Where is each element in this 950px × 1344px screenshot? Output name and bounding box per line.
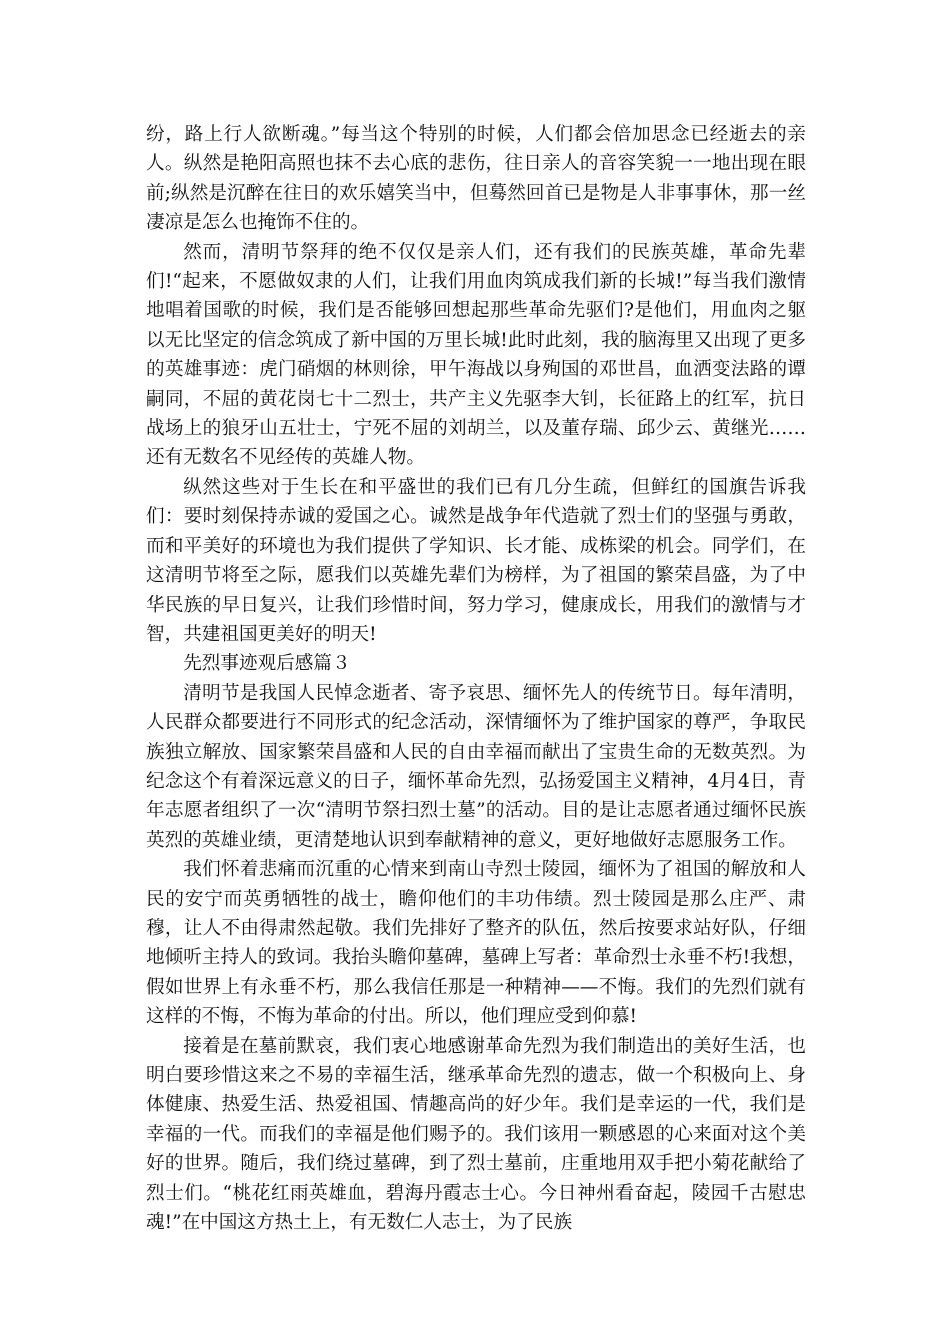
paragraph-continuation: 纷，路上行人欲断魂。”每当这个特别的时候，人们都会倍加思念已经逝去的亲人。纵然是艳阳高照也抹不去心底的悲伤，往日亲人的音容笑貌一一地出现在眼前;纵然是沉醉在往日的欢乐嬉笑当中，但蓦然回首已是物是人非事事休，那一丝凄凉是怎么也掩饰不住的。: [146, 124, 806, 234]
document-page: [146, 120, 806, 1237]
paragraph-patriotism: 纵然这些对于生长在和平盛世的我们已有几分生疏，但鲜红的国旗告诉我们：要时刻保持赤诚的爱国之心。诚然是战争年代造就了烈士们的坚强与勇敢，而和平美好的环境也为我们提供了学知识、长才能、成栋梁的机会。同学们，在这清明节将至之际，愿我们以英雄先辈们为榜样，为了祖国的繁荣昌盛，为了中华民族的早日复兴，让我们珍惜时间，努力学习，健康成长，用我们的激情与才智，共建祖国更美好的明天!: [146, 476, 806, 645]
paragraph-qingming-activity: 清明节是我国人民悼念逝者、寄予哀思、缅怀先人的传统节日。每年清明，人民群众都要进行不同形式的纪念活动，深情缅怀为了维护国家的尊严，争取民族独立解放、国家繁荣昌盛和人民的自由幸福而献出了宝贵生命的无数英烈。为纪念这个有着深远意义的日子，缅怀革命先烈，弘扬爱国主义精神，4月4日，青年志愿者组织了一次“清明节祭扫烈士墓”的活动。目的是让志愿者通过缅怀民族英烈的英雄业绩，更清楚地认识到奉献精神的意义，更好地做好志愿服务工作。: [146, 682, 806, 851]
paragraph-silent-tribute: 接着是在墓前默哀，我们衷心地感谢革命先烈为我们制造出的美好生活，也明白要珍惜这来之不易的幸福生活，继承革命先烈的遗志，做一个积极向上、身体健康、热爱生活、热爱祖国、情趣高尚的好少年。我们是幸运的一代，我们是幸福的一代。而我们的幸福是他们赐予的。我们该用一颗感恩的心来面对这个美好的世界。随后，我们绕过墓碑，到了烈士墓前，庄重地用双手把小菊花献给了烈士们。“桃花红雨英雄血，碧海丹霞志士心。今日神州看奋起，陵园千古慰忠魂!”在中国这方热土上，有无数仁人志士，为了民族: [146, 1035, 806, 1234]
section-heading: 先烈事迹观后感篇３: [183, 653, 351, 675]
paragraph-national-heroes: 然而，清明节祭拜的绝不仅仅是亲人们，还有我们的民族英雄，革命先辈们!“起来，不愿做奴隶的人们，让我们用血肉筑成我们新的长城!”每当我们激情地唱着国歌的时候，我们是否能够回想起那些革命先驱们?是他们，用血肉之躯以无比坚定的信念筑成了新中国的万里长城!此时此刻，我的脑海里又出现了更多的英雄事迹：虎门硝烟的林则徐，甲午海战以身殉国的邓世昌，血洒变法路的谭嗣同，不屈的黄花岗七十二烈士，共产主义先驱李大钊，长征路上的红军，抗日战场上的狼牙山五壮士，宁死不屈的刘胡兰，以及董存瑞、邱少云、黄继光……还有无数名不见经传的英雄人物。: [146, 241, 806, 469]
paragraph-cemetery-visit: 我们怀着悲痛而沉重的心情来到南山寺烈士陵园，缅怀为了祖国的解放和人民的安宁而英勇牺牲的战士，瞻仰他们的丰功伟绩。烈士陵园是那么庄严、肃穆，让人不由得肃然起敬。我们先排好了整齐的队伍，然后按要求站好队，仔细地倾听主持人的致词。我抬头瞻仰墓碑，墓碑上写者：革命烈士永垂不朽!我想，假如世界上有永垂不朽，那么我信任那是一种精神——不悔。我们的先烈们就有这样的不悔，不悔为革命的付出。所以，他们理应受到仰慕!: [146, 859, 806, 1028]
